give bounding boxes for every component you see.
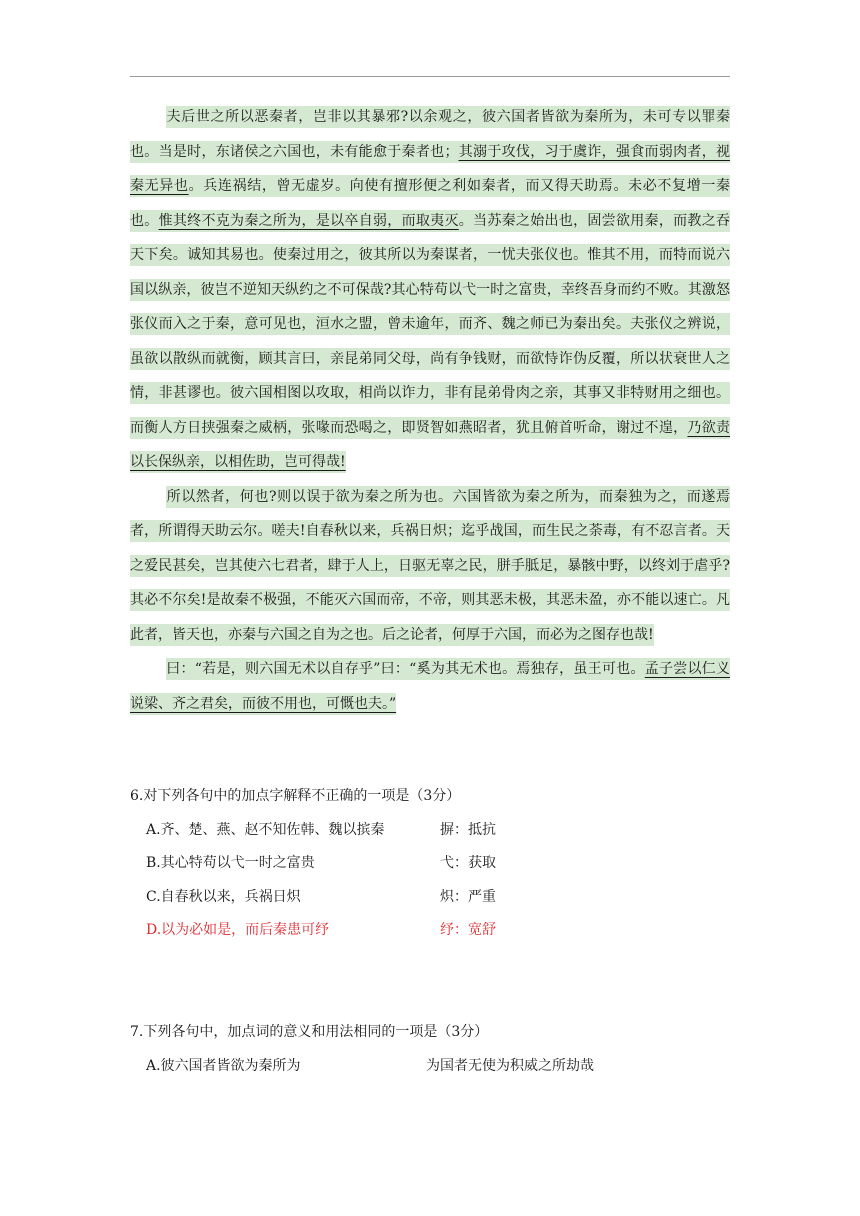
question-7 — [130, 1022, 730, 1074]
p3-underlined: 孟子尝以仁义说梁、齐之君矣，而彼不用也，可慨也夫。” — [130, 661, 730, 712]
q6-option-d-answer: D.以为必如是，而后秦患可纾 — [146, 922, 330, 938]
question-6-title: 6.对下列各句中的加点字解释不正确的一项是（3分） — [130, 788, 461, 804]
q6-gloss-c: 炽：严重 — [440, 889, 496, 905]
q6-option-b: B.其心特苟以弋一时之富贵 — [146, 855, 315, 871]
passage-paragraph-1 — [130, 100, 730, 480]
q6-gloss-d-answer: 纾：宽舒 — [440, 922, 496, 938]
p2-text: 所以然者，何也?则以误于欲为秦之所为也。六国皆欲为秦之所为，而秦独为之，而遂焉者，所谓得天助云尔。嗟夫!自春秋以来，兵祸日炽；迄乎战国，而生民之荼毒，有不忍言者。天之爱民甚矣，岂其使六七君者，肆于人上，日驱无辜之民，胼手胝足，暴骸中野，以终刘于虐乎?其必不尔矣!是故秦不极强，不能灭六国而帝，不帝，则其恶未极，其恶未盈，亦不能以速亡。凡此者，皆天也，亦秦与六国之自为之也。后之论者，何厚于六国，而必为之图存也哉! — [130, 488, 730, 643]
q7-gloss-a: 为国者无使为积威之所劫哉 — [426, 1058, 594, 1074]
q6-option-a: A.齐、楚、燕、赵不知佐韩、魏以摈秦 — [146, 822, 385, 838]
question-7-title: 7.下列各句中，加点词的意义和用法相同的一项是（3分） — [130, 1024, 489, 1040]
q6-option-c: C.自春秋以来，兵祸日炽 — [146, 889, 301, 905]
question-6 — [130, 786, 730, 938]
p1-underlined-1: 其溺于攻伐，习于虞诈，强食而弱肉者，视秦无异也 — [130, 143, 731, 194]
p1-underlined-3: 乃欲责以长保纵亲，以相佐助，岂可得哉! — [130, 419, 731, 470]
q6-gloss-a: 摒：抵抗 — [440, 822, 496, 838]
header-rule — [130, 76, 730, 77]
passage-paragraph-2 — [130, 480, 730, 653]
classical-passage — [130, 100, 730, 721]
q7-option-a: A.彼六国者皆欲为秦所为 — [146, 1058, 301, 1074]
p1-underlined-2: 惟其终不克为秦之所为，是以卒自弱，而取夷灭 — [158, 212, 459, 229]
q6-gloss-b: 弋：获取 — [440, 855, 496, 871]
p3-text: 曰：“若是，则六国无术以自存乎”曰：“奚为其无术也。焉独存，虽王可也。 — [166, 661, 645, 677]
p1-text-c: 。当苏秦之始出也，固尝欲用秦，而教之吞天下矣。诚知其易也。使秦过用之，彼其所以为秦谋者，一忧夫张仪也。惟其不用，而特而说六国以纵亲，彼岂不逆知天纵约之不可保哉?其心特苟以弋一时之富贵，幸终吾身而约不败。其激怒张仪而入之于秦，意可见也，洹水之盟，曾未逾年，而齐、魏之师已为秦出矣。夫张仪之辨说，虽欲以散纵而就衡，顾其言曰，亲昆弟同父母，尚有争钱财，而欲恃诈伪反覆，所以状衰世人之情，非甚谬也。彼六国相图以攻取，相尚以诈力，非有昆弟骨肉之亲，其事又非特财用之细也。而衡人方日挟强秦之威柄，张喙而恐喝之，即贤智如燕昭者，犹且俯首听命，谢过不遑， — [130, 212, 731, 436]
p1-text-a: 夫后世之所以恶秦者，岂非以其暴邪?以余观之，彼六国者皆欲为秦所为，未可专以罪秦也。当是时，东诸侯之六国也，未有能愈于秦者也； — [130, 109, 730, 160]
passage-paragraph-3 — [130, 652, 730, 721]
p1-text-b: 。兵连祸结，曾无虚岁。向使有擅形便之利如秦者，而又得天助焉。未必不复增一秦也。 — [130, 178, 731, 229]
